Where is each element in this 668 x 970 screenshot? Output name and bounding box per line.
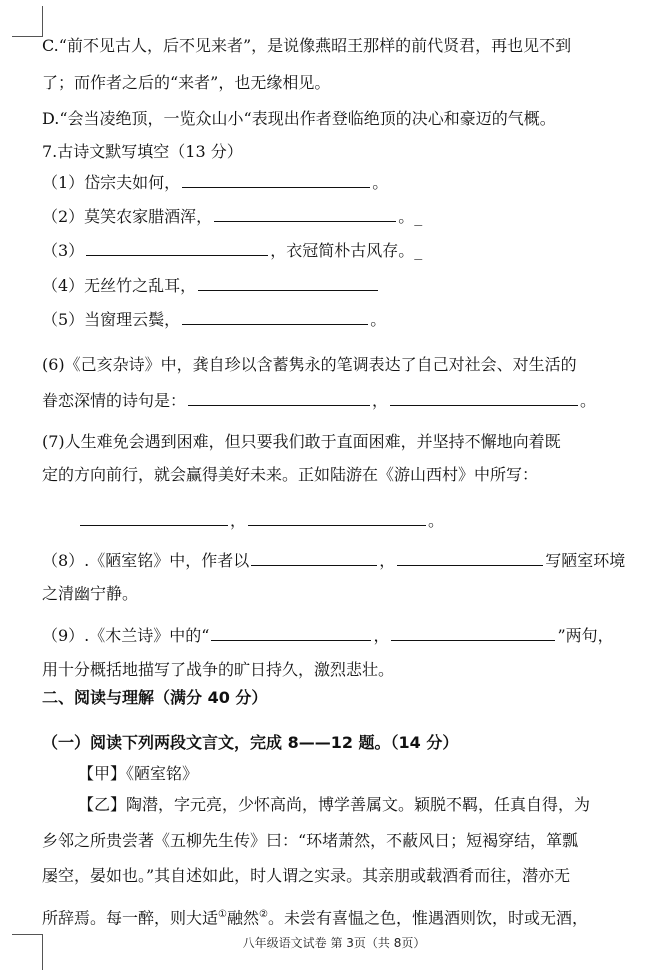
answer-blank[interactable] xyxy=(86,240,268,256)
item-3-mid: ，衣冠简朴古风存。_ xyxy=(270,241,423,260)
footnote-mark-1: ① xyxy=(218,909,227,920)
item-7-line3 xyxy=(42,510,444,531)
page-footer: 八年级语文试卷 第 3页（共 8页） xyxy=(242,936,426,950)
crop-mark-top-horizontal xyxy=(12,36,43,37)
passage-yi-line4 xyxy=(42,905,588,928)
item-6-end: 。 xyxy=(580,391,597,410)
option-c-line2: 了；而作者之后的“来者”，也无缘相见。 xyxy=(42,73,331,92)
passage-yi-line3: 屡空，晏如也。”其自述如此，时人谓之实录。其亲朋或载酒肴而往，潜亦无 xyxy=(42,866,571,885)
item-8-end: 写陋室环境 xyxy=(545,551,626,570)
item-6-text: 眷恋深情的诗句是： xyxy=(42,391,187,410)
blank-item-4 xyxy=(42,275,380,296)
item-7-comma: ， xyxy=(230,511,247,530)
item-9-comma: ， xyxy=(373,626,390,645)
item-4-text: （4）无丝竹之乱耳， xyxy=(42,276,197,295)
item-2-end: 。_ xyxy=(398,207,423,226)
item-5-end: 。 xyxy=(370,310,387,329)
blank-item-2 xyxy=(42,206,422,227)
answer-blank[interactable] xyxy=(188,390,370,406)
option-d-line: D.“会当凌绝顶，一览众山小“表现出作者登临绝顶的决心和豪迈的气概。 xyxy=(42,109,556,128)
blank-item-3 xyxy=(42,240,422,261)
item-9-end: ”两句， xyxy=(557,626,614,645)
passage-yi-line1: 【乙】陶潜，字元亮，少怀高尚，博学善属文。颖脱不羁，任真自得，为 xyxy=(78,795,591,814)
item-6-comma: ， xyxy=(372,391,389,410)
item-9-line1 xyxy=(42,625,614,646)
question-7-heading: 7.古诗文默写填空（13 分） xyxy=(42,142,243,161)
item-7-line2: 定的方向前行，就会赢得美好未来。正如陆游在《游山西村》中所写： xyxy=(42,465,539,484)
item-8-line1 xyxy=(42,550,625,571)
yi-text-c: 。未尝有喜愠之色，惟遇酒则饮，时或无酒， xyxy=(267,908,588,928)
answer-blank[interactable] xyxy=(182,309,368,325)
option-c-line1: C.“前不见古人，后不见来者”，是说像燕昭王那样的前代贤君，再也见不到 xyxy=(42,36,572,55)
answer-blank[interactable] xyxy=(80,510,228,526)
answer-blank[interactable] xyxy=(211,625,371,641)
answer-blank[interactable] xyxy=(397,550,543,566)
answer-blank[interactable] xyxy=(390,390,578,406)
passage-yi-line2: 乡邻之所贵尝著《五柳先生传》曰：“环堵萧然，不蔽风日；短褐穿结，箪瓢 xyxy=(42,831,579,850)
item-6-line1: (6)《己亥杂诗》中，龚自珍以含蓄隽永的笔调表达了自己对社会、对生活的 xyxy=(42,355,577,374)
yi-text-b: 融然 xyxy=(226,908,259,928)
item-3-text: （3） xyxy=(42,241,85,260)
answer-blank[interactable] xyxy=(251,550,377,566)
item-2-text: （2）莫笑农家腊酒浑， xyxy=(42,207,213,226)
item-7-line1: (7)人生难免会遇到困难，但只要我们敢于直面困难，并坚持不懈地向着既 xyxy=(42,432,561,451)
footnote-mark-2: ② xyxy=(259,909,268,920)
answer-blank[interactable] xyxy=(182,172,370,188)
section-2-heading: 二、阅读与理解（满分 40 分） xyxy=(42,688,268,707)
crop-mark-top-vertical xyxy=(42,6,43,36)
item-1-end: 。 xyxy=(372,173,389,192)
answer-blank[interactable] xyxy=(248,510,426,526)
item-6-line2 xyxy=(42,390,596,411)
item-1-text: （1）岱宗夫如何， xyxy=(42,173,181,192)
answer-blank[interactable] xyxy=(391,625,555,641)
yi-text-a: 所辞焉。每一醉，则大适 xyxy=(42,908,219,928)
item-8-comma: ， xyxy=(379,551,396,570)
answer-blank[interactable] xyxy=(198,275,378,291)
part-1-heading: （一）阅读下列两段文言文，完成 8——12 题。（14 分） xyxy=(42,733,459,752)
item-8-text: （8）.《陋室铭》中，作者以 xyxy=(42,551,250,570)
item-5-text: （5）当窗理云鬓， xyxy=(42,310,181,329)
blank-item-5 xyxy=(42,309,386,330)
blank-item-1 xyxy=(42,172,388,193)
item-9-line2: 用十分概括地描写了战争的旷日持久，激烈悲壮。 xyxy=(42,660,395,679)
answer-blank[interactable] xyxy=(214,206,396,222)
item-8-line2: 之清幽宁静。 xyxy=(42,584,139,603)
item-9-text: （9）.《木兰诗》中的“ xyxy=(42,626,210,645)
passage-jia-title: 【甲】《陋室铭》 xyxy=(78,764,199,783)
item-7-end: 。 xyxy=(428,511,445,530)
